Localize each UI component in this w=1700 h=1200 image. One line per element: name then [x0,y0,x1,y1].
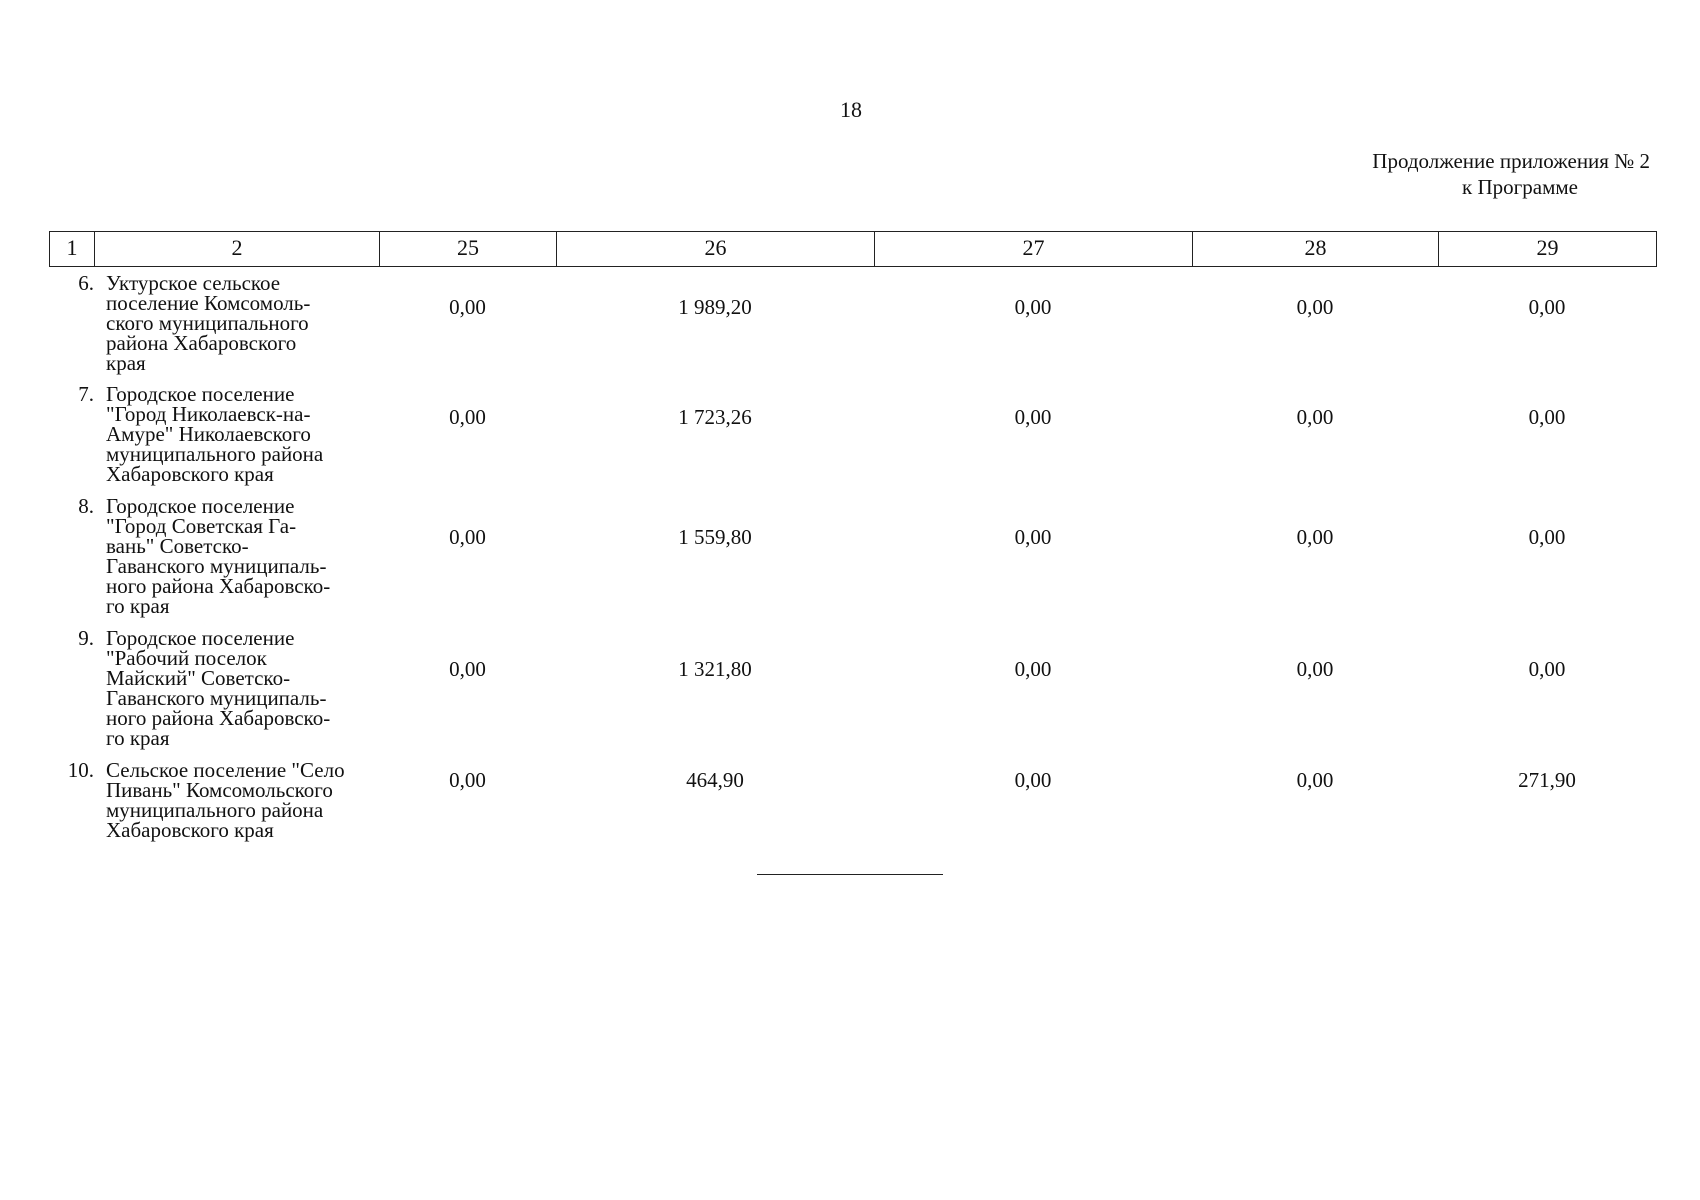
value-col-25: 0,00 [449,768,486,792]
header-cell-col-2: 2 [95,232,380,266]
value-col-29: 0,00 [1528,657,1566,681]
value-col-25: 0,00 [449,657,486,681]
page-number: 18 [840,97,862,122]
appendix-note [1200,148,1650,200]
value-col-27: 0,00 [1014,295,1052,319]
row-number: 10. [67,758,94,782]
value-col-28: 0,00 [1296,405,1334,429]
value-col-25: 0,00 [449,295,486,319]
value-col-27: 0,00 [1014,525,1052,549]
header-cell-col-29: 29 [1439,232,1657,266]
settlement-name: Сельское поселение "Село Пивань" Комсомольского муниципального района Хабаровского края [106,758,345,842]
row-number: 6. [78,271,94,295]
table-row [49,273,1656,373]
header-cell-col-27: 27 [875,232,1193,266]
value-col-25: 0,00 [449,405,486,429]
value-col-25: 0,00 [449,525,486,549]
row-number: 8. [78,494,94,518]
value-col-27: 0,00 [1014,405,1052,429]
value-col-26: 1 989,20 [678,295,752,319]
value-col-29: 271,90 [1518,768,1576,792]
value-col-28: 0,00 [1296,768,1334,792]
end-of-table-rule [757,874,943,875]
table-row [49,384,1656,484]
appendix-note-line-1: Продолжение приложения № 2 [1372,149,1650,173]
table-row [49,496,1656,616]
header-cell-col-26: 26 [557,232,875,266]
value-col-26: 1 723,26 [678,405,752,429]
value-col-28: 0,00 [1296,295,1334,319]
value-col-26: 464,90 [686,768,744,792]
value-col-26: 1 321,80 [678,657,752,681]
settlement-name: Городское поселение "Рабочий поселок Майский" Советско- Гаванского муниципаль- ного района Хабаровско- го края [106,626,331,750]
header-cell-col-25: 25 [380,232,557,266]
value-col-27: 0,00 [1014,768,1052,792]
settlement-name: Уктурское сельское поселение Комсомоль- ского муниципального района Хабаровского края [106,271,311,375]
row-number: 7. [78,382,94,406]
settlement-name: Городское поселение "Город Николаевск-на- Амуре" Николаевского муниципального района Хабаровского края [106,382,324,486]
row-number: 9. [78,626,94,650]
appendix-note-line-2: к Программе [1462,175,1578,199]
table-header-row [49,231,1657,267]
value-col-26: 1 559,80 [678,525,752,549]
table-row [49,628,1656,748]
value-col-27: 0,00 [1014,657,1052,681]
value-col-29: 0,00 [1528,295,1566,319]
header-cell-col-1: 1 [50,232,95,266]
value-col-29: 0,00 [1528,405,1566,429]
header-cell-col-28: 28 [1193,232,1439,266]
value-col-28: 0,00 [1296,525,1334,549]
value-col-28: 0,00 [1296,657,1334,681]
settlement-name: Городское поселение "Город Советская Га- вань" Советско- Гаванского муниципаль- ного района Хабаровско- го края [106,494,331,618]
table-row [49,760,1656,840]
value-col-29: 0,00 [1528,525,1566,549]
